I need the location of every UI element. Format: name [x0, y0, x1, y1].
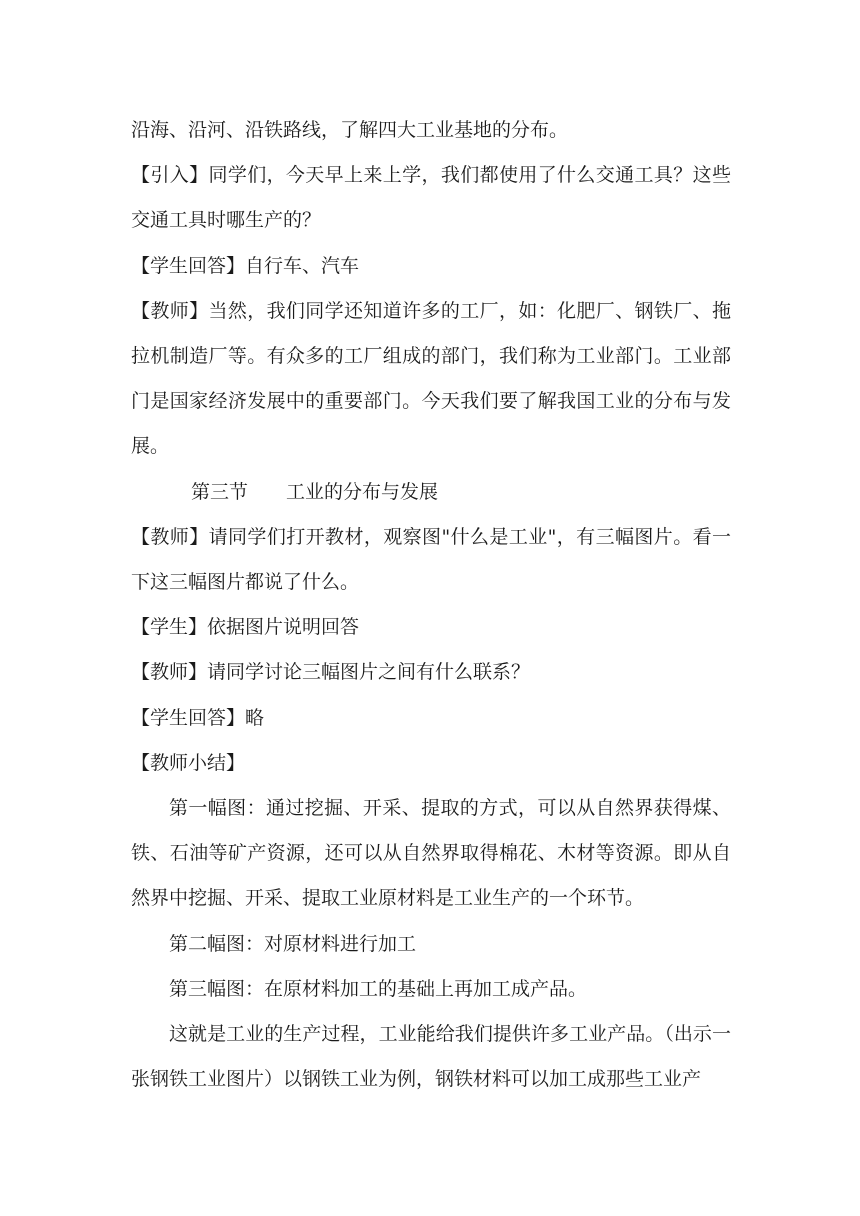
paragraph-student-answer: 【学生回答】自行车、汽车: [131, 254, 360, 277]
paragraph-first-picture: 第一幅图：通过挖掘、开采、提取的方式，可以从自然界获得煤、铁、石油等矿产资源，还可以从自然界取得棉花、木材等资源。即从自然界中挖掘、开采、提取工业原材料是工业生产的一个环节。: [131, 797, 731, 910]
paragraph-second-picture: 第二幅图：对原材料进行加工: [169, 932, 417, 955]
paragraph-third-picture: 第三幅图：在原材料加工的基础上再加工成产品。: [169, 977, 588, 1000]
paragraph-teacher-intro: 【教师】当然，我们同学还知道许多的工厂，如：化肥厂、钢铁厂、拖拉机制造厂等。有众多的工厂组成的部门，我们称为工业部门。工业部门是国家经济发展中的重要部门。今天我们要了解我国工业的分布与发展。: [131, 299, 731, 458]
section-heading: [131, 470, 731, 515]
paragraph-introduction: 【引入】同学们，今天早上来上学，我们都使用了什么交通工具？这些交通工具时哪生产的？: [131, 164, 731, 232]
paragraph-teacher-instruction: 【教师】请同学们打开教材，观察图"什么是工业"，有三幅图片。看一下这三幅图片都说了什么。: [131, 525, 731, 594]
section-title: 工业的分布与发展: [286, 480, 439, 503]
document-page: [131, 108, 731, 1102]
paragraph-teacher-question: 【教师】请同学讨论三幅图片之间有什么联系？: [131, 661, 531, 684]
paragraph-teacher-summary-label: 【教师小结】: [131, 751, 246, 774]
section-number: 第三节: [191, 480, 249, 503]
paragraph-intro-line: 沿海、沿河、沿铁路线，了解四大工业基地的分布。: [131, 119, 569, 141]
paragraph-student-response: 【学生】依据图片说明回答: [131, 616, 360, 639]
paragraph-student-reply: 【学生回答】略: [131, 706, 265, 729]
paragraph-production-process: 这就是工业的生产过程，工业能给我们提供许多工业产品。（出示一张钢铁工业图片）以钢铁工业为例，钢铁材料可以加工成那些工业产: [131, 1023, 731, 1091]
